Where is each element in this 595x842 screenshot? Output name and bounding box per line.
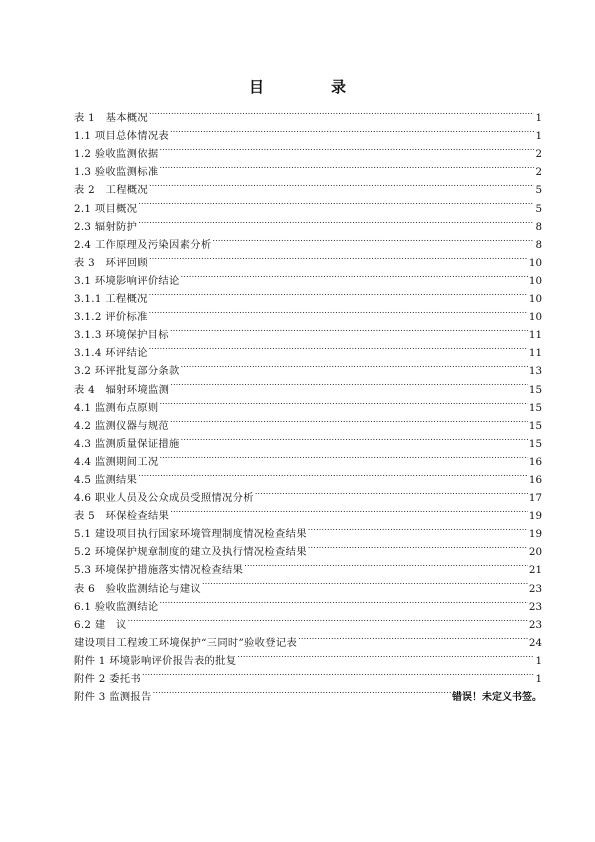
dot-leader	[159, 592, 527, 610]
dot-leader	[138, 212, 534, 230]
toc-entry-page-number: 21	[528, 564, 542, 577]
toc-entry-label: 表 4 辐射环境监测	[74, 383, 170, 396]
toc-entry-label: 表 5 环保检查结果	[74, 510, 170, 523]
toc-entry-page-number: 15	[528, 383, 542, 396]
toc-entry-label: 3.1.3 环境保护目标	[74, 329, 169, 342]
dot-leader	[149, 248, 528, 266]
toc-entry	[74, 212, 542, 233]
dot-leader	[138, 465, 528, 483]
toc-entry-page-number: 15	[528, 401, 542, 414]
toc-entry-label: 3.1.4 环评结论	[74, 347, 148, 360]
toc-entry-label: 4.2 监测仪器与规范	[74, 419, 170, 432]
dot-leader	[149, 284, 528, 302]
toc-entry-page-number: 1	[535, 673, 542, 685]
toc-entry	[74, 610, 542, 631]
toc-entry-page-number: 8	[535, 238, 542, 251]
dot-leader	[159, 393, 527, 411]
toc-entry	[74, 628, 542, 649]
toc-entry-page-number: 15	[528, 419, 542, 432]
toc-entry-page-number: 13	[528, 365, 542, 378]
toc-entry-label: 3.1.1 工程概况	[74, 293, 148, 306]
dot-leader	[255, 483, 528, 501]
toc-entry-label: 5.1 建设项目执行国家环境管理制度情况检查结果	[74, 528, 307, 541]
toc-entry-page-number: 5	[535, 202, 542, 215]
dot-leader	[149, 302, 528, 320]
toc-entry-label: 附件 2 委托书	[74, 673, 141, 685]
toc-entry-label: 附件 3 监测报告	[74, 691, 152, 704]
toc-entry	[74, 103, 542, 125]
dot-leader	[159, 139, 534, 157]
dot-leader	[128, 610, 528, 628]
toc-list	[74, 103, 542, 704]
dot-leader	[181, 266, 528, 284]
dot-leader	[138, 193, 534, 211]
toc-entry-label: 表 1 基本概况	[74, 112, 149, 125]
toc-entry-page-number: 10	[528, 274, 542, 287]
toc-entry-page-number: 16	[528, 473, 542, 486]
toc-entry-page-number: 2	[535, 166, 542, 179]
dot-leader	[149, 103, 534, 121]
toc-entry	[74, 230, 542, 251]
toc-entry-page-number: 2	[535, 148, 542, 161]
dot-leader	[202, 573, 528, 591]
toc-entry-page-number: 17	[528, 492, 542, 505]
toc-entry-label: 附件 1 环境影响评价报告表的批复	[74, 654, 237, 667]
toc-entry-label: 2.3 辐射防护	[74, 220, 138, 233]
dot-leader	[181, 429, 528, 447]
toc-entry-label: 2.1 项目概况	[74, 202, 138, 215]
toc-entry-label: 4.5 监测结果	[74, 473, 138, 486]
toc-entry-page-number: 错误！未定义书签。	[452, 692, 542, 704]
toc-entry-page-number: 8	[535, 220, 542, 233]
toc-entry-label: 5.2 环境保护规章制度的建立及执行情况检查结果	[74, 546, 307, 559]
toc-entry-label: 表 2 工程概况	[74, 184, 149, 197]
dot-leader	[170, 411, 528, 429]
toc-entry-label: 2.4 工作原理及污染因素分析	[74, 238, 212, 251]
toc-entry-page-number: 10	[528, 293, 542, 306]
dot-leader	[298, 628, 528, 646]
toc-entry-label: 1.2 验收监测依据	[74, 148, 159, 161]
dot-leader	[153, 682, 451, 700]
toc-entry-label: 1.3 验收监测标准	[74, 166, 159, 179]
toc-entry-page-number: 24	[528, 636, 542, 649]
toc-entry-page-number: 1	[535, 112, 542, 125]
toc-entry-label: 5.3 环境保护措施落实情况检查结果	[74, 564, 244, 577]
toc-entry-label: 3.2 环评批复部分条款	[74, 365, 180, 378]
toc-entry-label: 3.1.2 评价标准	[74, 311, 148, 324]
dot-leader	[142, 664, 534, 682]
toc-entry-label: 4.6 职业人员及公众成员受照情况分析	[74, 492, 254, 505]
toc-entry-label: 4.1 监测布点原则	[74, 401, 159, 414]
toc-entry-page-number: 16	[528, 455, 542, 468]
dot-leader	[244, 555, 528, 573]
toc-entry-page-number: 23	[528, 582, 542, 595]
dot-leader	[170, 374, 528, 392]
toc-entry	[74, 682, 542, 704]
toc-entry	[74, 193, 542, 215]
toc-entry-page-number: 11	[528, 329, 542, 342]
dot-leader	[308, 519, 528, 537]
toc-entry-page-number: 19	[528, 528, 542, 541]
toc-entry-page-number: 23	[528, 618, 542, 631]
toc-entry	[74, 483, 542, 505]
toc-entry-page-number: 10	[528, 311, 542, 324]
toc-entry-label: 4.3 监测质量保证措施	[74, 437, 180, 450]
dot-leader	[237, 646, 534, 664]
dot-leader	[170, 320, 528, 338]
toc-entry-page-number: 15	[528, 437, 542, 450]
toc-title: 目 录	[248, 78, 372, 96]
toc-entry-label: 建设项目工程竣工环境保护“三同时”验收登记表	[74, 636, 298, 649]
toc-entry-page-number: 1	[535, 130, 542, 143]
toc-entry-page-number: 1	[535, 654, 542, 667]
toc-entry-page-number: 19	[528, 510, 542, 523]
toc-entry-label: 表 6 验收监测结论与建议	[74, 582, 201, 595]
toc-entry-label: 4.4 监测期间工况	[74, 455, 159, 468]
toc-entry-label: 1.1 项目总体情况表	[74, 130, 170, 143]
toc-entry-label: 表 3 环评回顾	[74, 256, 149, 269]
toc-entry-page-number: 20	[528, 546, 542, 559]
dot-leader	[159, 447, 527, 465]
toc-entry	[74, 465, 542, 486]
toc-entry-label: 6.2 建 议	[74, 618, 127, 631]
toc-entry	[74, 664, 542, 685]
dot-leader	[212, 230, 534, 248]
dot-leader	[149, 338, 528, 356]
dot-leader	[149, 175, 534, 193]
dot-leader	[308, 537, 528, 555]
dot-leader	[159, 157, 534, 175]
dot-leader	[170, 501, 528, 519]
dot-leader	[170, 121, 534, 139]
toc-entry-page-number: 10	[528, 256, 542, 269]
dot-leader	[181, 356, 528, 374]
toc-entry-page-number: 23	[528, 600, 542, 613]
toc-entry-label: 3.1 环境影响评价结论	[74, 274, 180, 287]
toc-entry-label: 6.1 验收监测结论	[74, 600, 159, 613]
toc-entry-page-number: 11	[528, 347, 542, 360]
toc-entry-page-number: 5	[535, 184, 542, 197]
